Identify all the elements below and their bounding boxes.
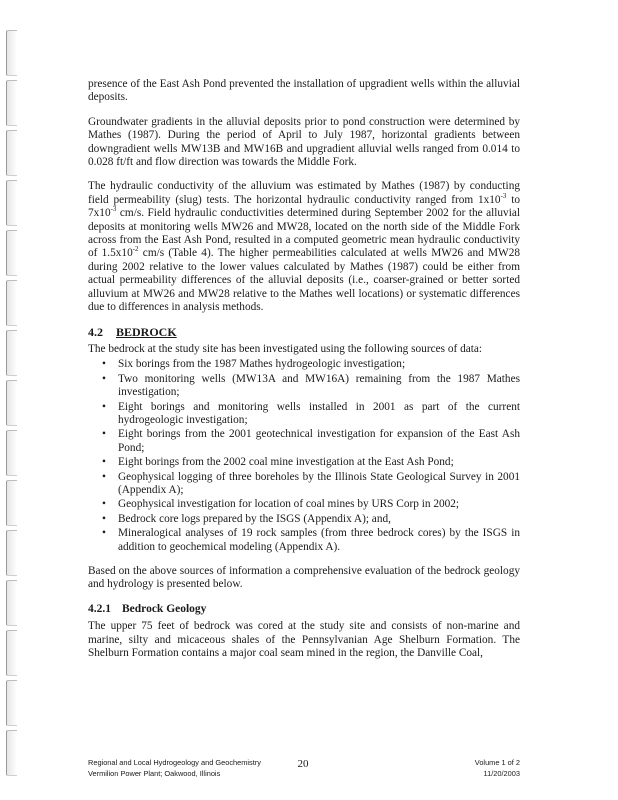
bullet: • <box>102 428 106 441</box>
bullet: • <box>102 512 106 525</box>
bullet: • <box>102 372 106 385</box>
binder-tab <box>6 430 17 476</box>
list-item <box>102 428 520 455</box>
binder-tab <box>6 730 17 776</box>
list-item-text: Geophysical investigation for location of coal mines by URS Corp in 2002; <box>118 498 460 511</box>
binder-tab <box>6 30 17 76</box>
paragraph-east-ash-pond: presence of the East Ash Pond prevented the installation of upgradient wells within the alluvial deposits. <box>88 78 520 104</box>
subsection-title: Bedrock Geology <box>122 602 207 615</box>
list-item <box>102 456 520 469</box>
text-run: cm/s. Field hydraulic conductivities determined during September 2002 for the alluvial deposits at monitoring wells MW26 and MW28, located on the north side of the Middle Fork across from the East Ash Pond, resulted in a computed geometric mean hydraulic conductivity of 1.5x10 <box>88 207 520 260</box>
footer-date: 11/20/2003 <box>483 769 520 778</box>
bullet: • <box>102 456 106 469</box>
bullet: • <box>102 358 106 371</box>
list-item <box>102 358 520 371</box>
exponent: -3 <box>110 205 117 214</box>
bullet: • <box>102 470 106 483</box>
binder-tab <box>6 230 17 276</box>
binder-tab <box>6 630 17 676</box>
page-number: 20 <box>297 758 309 770</box>
binder-tab <box>6 330 17 376</box>
list-item-text: Geophysical logging of three boreholes by the Illinois State Geological Survey in 2001 (Appendix A); <box>118 470 520 496</box>
list-item-text: Eight borings and monitoring wells installed in 2001 as part of the current hydrogeologic investigation; <box>118 400 520 426</box>
list-item-text: Mineralogical analyses of 19 rock samples (from three bedrock cores) by the ISGS in addition to geochemical modeling (Appendix A). <box>118 527 520 553</box>
list-item-text: Eight borings from the 2002 coal mine investigation at the East Ash Pond; <box>118 456 454 469</box>
text-run: cm/s (Table 4). The higher permeabilities calculated at wells MW26 and MW28 during 2002 relative to the lower values calculated by Mathes (1987) could be either from actual permeability differences of the alluvial deposits (i.e., coarser-grained or better sorted alluvium at MW26 and MW28 relative to the Mathes well locations) or systematic differences due to differences in analysis methods. <box>88 247 520 314</box>
binder-tab <box>6 130 17 176</box>
list-item <box>102 372 520 400</box>
text-run: to 7x10 <box>88 193 520 220</box>
paragraph-hydraulic-conductivity <box>88 180 520 314</box>
subsection-number: 4.2.1 <box>88 602 111 615</box>
list-item <box>102 470 520 498</box>
bullet: • <box>102 527 106 540</box>
paragraph-bedrock-geology: The upper 75 feet of bedrock was cored at the study site and consists of non-marine and marine, silty and micaceous shales of the Pennsylvanian Age Shelburn Formation. The Shelburn Formation contains a major coal seam mined in the region, the Danville Coal, <box>88 620 520 660</box>
exponent: -2 <box>132 245 139 254</box>
binder-tab <box>6 480 17 526</box>
paragraph-groundwater-gradients: Groundwater gradients in the alluvial deposits prior to pond construction were determined by Mathes (1987). During the period of April to July 1987, horizontal gradients between downgradient wells MW13B and MW16B and upgradient alluvial wells ranged from 0.014 to 0.028 ft/ft and flow direction was towards the Middle Fork. <box>88 115 520 169</box>
list-item <box>102 512 520 526</box>
footer-left <box>88 757 261 779</box>
footer-volume: Volume 1 of 2 <box>474 758 520 767</box>
binder-tab <box>6 280 17 326</box>
binder-tab <box>6 180 17 226</box>
section-heading-bedrock <box>88 326 520 339</box>
list-item-text: Two monitoring wells (MW13A and MW16A) remaining from the 1987 Mathes investigation; <box>118 372 520 399</box>
binder-tab <box>6 530 17 576</box>
binder-tab <box>6 680 17 726</box>
section-title: BEDROCK <box>116 324 177 339</box>
bullet: • <box>102 498 106 511</box>
binder-tabs <box>2 0 22 800</box>
section-number: 4.2 <box>88 324 103 339</box>
binder-tab <box>6 580 17 626</box>
footer-site-name: Vermilion Power Plant; Oakwood, Illinois <box>88 769 221 778</box>
subsection-heading-bedrock-geology <box>88 603 520 616</box>
binder-tab <box>6 80 17 126</box>
bullet: • <box>102 400 106 413</box>
exponent: -3 <box>500 192 507 201</box>
list-item-text: Bedrock core logs prepared by the ISGS (Appendix A); and, <box>118 512 391 525</box>
data-sources-list <box>88 358 520 554</box>
footer-report-title: Regional and Local Hydrogeology and Geochemistry <box>88 758 261 767</box>
list-item <box>102 527 520 554</box>
footer-right <box>475 757 520 779</box>
paragraph-evaluation: Based on the above sources of information a comprehensive evaluation of the bedrock geology and hydrology is presented below. <box>88 565 520 591</box>
list-item <box>102 400 520 428</box>
page-footer <box>88 757 520 783</box>
list-item <box>102 498 520 511</box>
document-page <box>88 78 520 671</box>
text-run: The hydraulic conductivity of the alluvium was estimated by Mathes (1987) by conducting field permeability (slug) tests. The horizontal hydraulic conductivity ranged from 1x10 <box>88 180 520 206</box>
paragraph-bedrock-intro: The bedrock at the study site has been investigated using the following sources of data: <box>88 342 483 355</box>
binder-tab <box>6 380 17 426</box>
list-item-text: Six borings from the 1987 Mathes hydrogeologic investigation; <box>118 358 406 371</box>
list-item-text: Eight borings from the 2001 geotechnical investigation for expansion of the East Ash Pond; <box>118 428 520 454</box>
